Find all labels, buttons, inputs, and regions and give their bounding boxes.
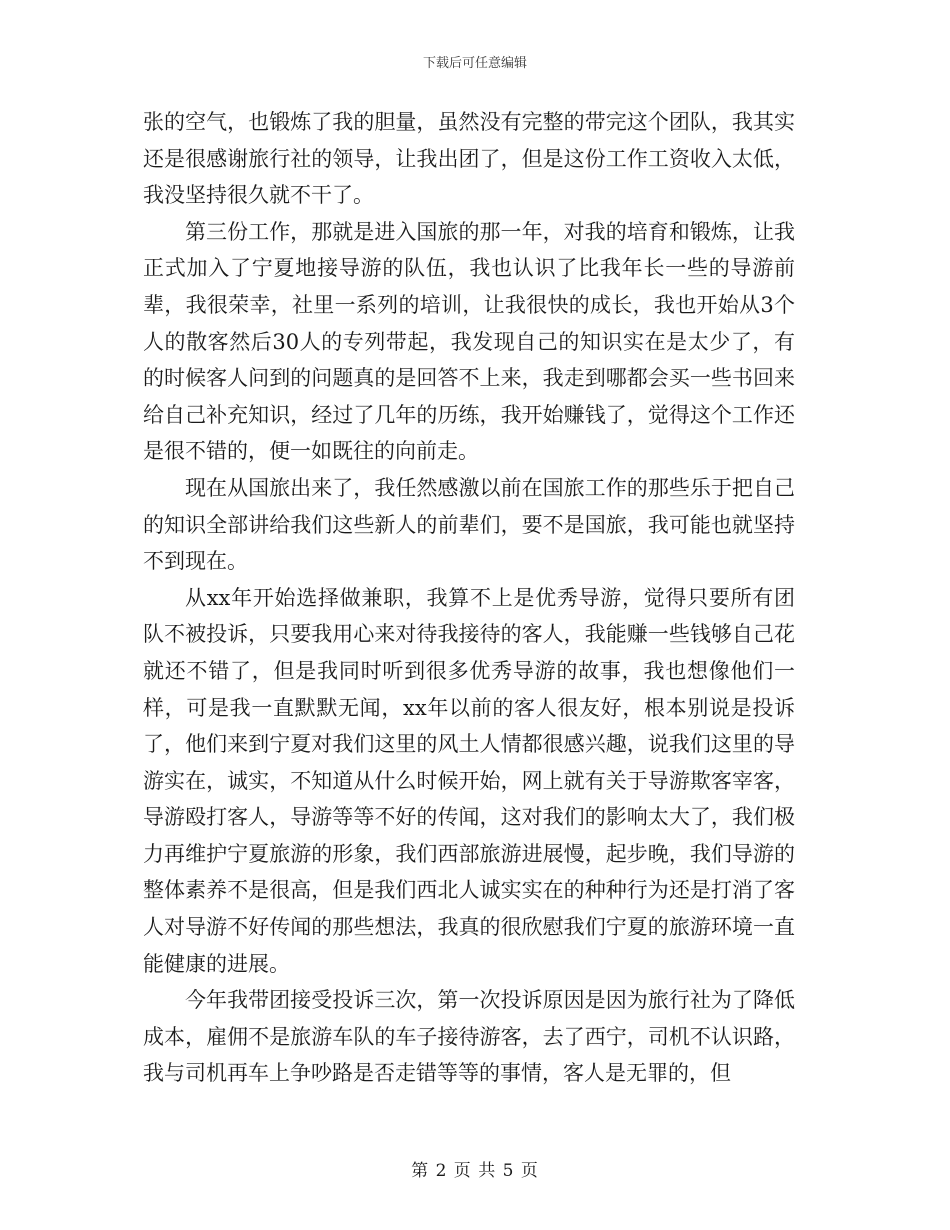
- document-body: [143, 104, 795, 1092]
- paragraph-2: 第三份工作，那就是进入国旅的那一年，对我的培育和锻炼，让我正式加入了宁夏地接导游的队伍，我也认识了比我年长一些的导游前辈，我很荣幸，社里一系列的培训，让我很快的成长，我也开始从3个人的散客然后30人的专列带起，我发现自己的知识实在是太少了，有的时候客人问到的问题真的是回答不上来，我走到哪都会买一些书回来给自己补充知识，经过了几年的历练，我开始赚钱了，觉得这个工作还是很不错的，便一如既往的向前走。: [143, 219, 795, 464]
- paragraph-3: 现在从国旅出来了，我任然感激以前在国旅工作的那些乐于把自己的知识全部讲给我们这些新人的前辈们，要不是国旅，我可能也就坚持不到现在。: [143, 475, 795, 574]
- paragraph-1: 张的空气，也锻炼了我的胆量，虽然没有完整的带完这个团队，我其实还是很感谢旅行社的领导，让我出团了，但是这份工作工资收入太低，我没坚持很久就不干了。: [143, 110, 795, 208]
- page-header: 下载后可任意编辑: [422, 56, 527, 71]
- paragraph-5: 今年我带团接受投诉三次，第一次投诉原因是因为旅行社为了降低成本，雇佣不是旅游车队的车子接待游客，去了西宁，司机不认识路，我与司机再车上争吵路是否走错等等的事情，客人是无罪的，但: [143, 988, 795, 1086]
- page-number-footer: 第 2 页 共 5 页: [411, 1161, 539, 1181]
- paragraph-4: 从xx年开始选择做兼职，我算不上是优秀导游，觉得只要所有团队不被投诉，只要我用心来对待我接待的客人，我能赚一些钱够自己花就还不错了，但是我同时听到很多优秀导游的故事，我也想像他们一样，可是我一直默默无闻，xx年以前的客人很友好，根本别说是投诉了，他们来到宁夏对我们这里的风土人情都很感兴趣，说我们这里的导游实在，诚实，不知道从什么时候开始，网上就有关于导游欺客宰客，导游殴打客人，导游等等不好的传闻，这对我们的影响太大了，我们极力再维护宁夏旅游的形象，我们西部旅游进展慢，起步晚，我们导游的整体素养不是很高，但是我们西北人诚实实在的种种行为还是打消了客人对导游不好传闻的那些想法，我真的很欣慰我们宁夏的旅游环境一直能健康的进展。: [143, 585, 795, 976]
